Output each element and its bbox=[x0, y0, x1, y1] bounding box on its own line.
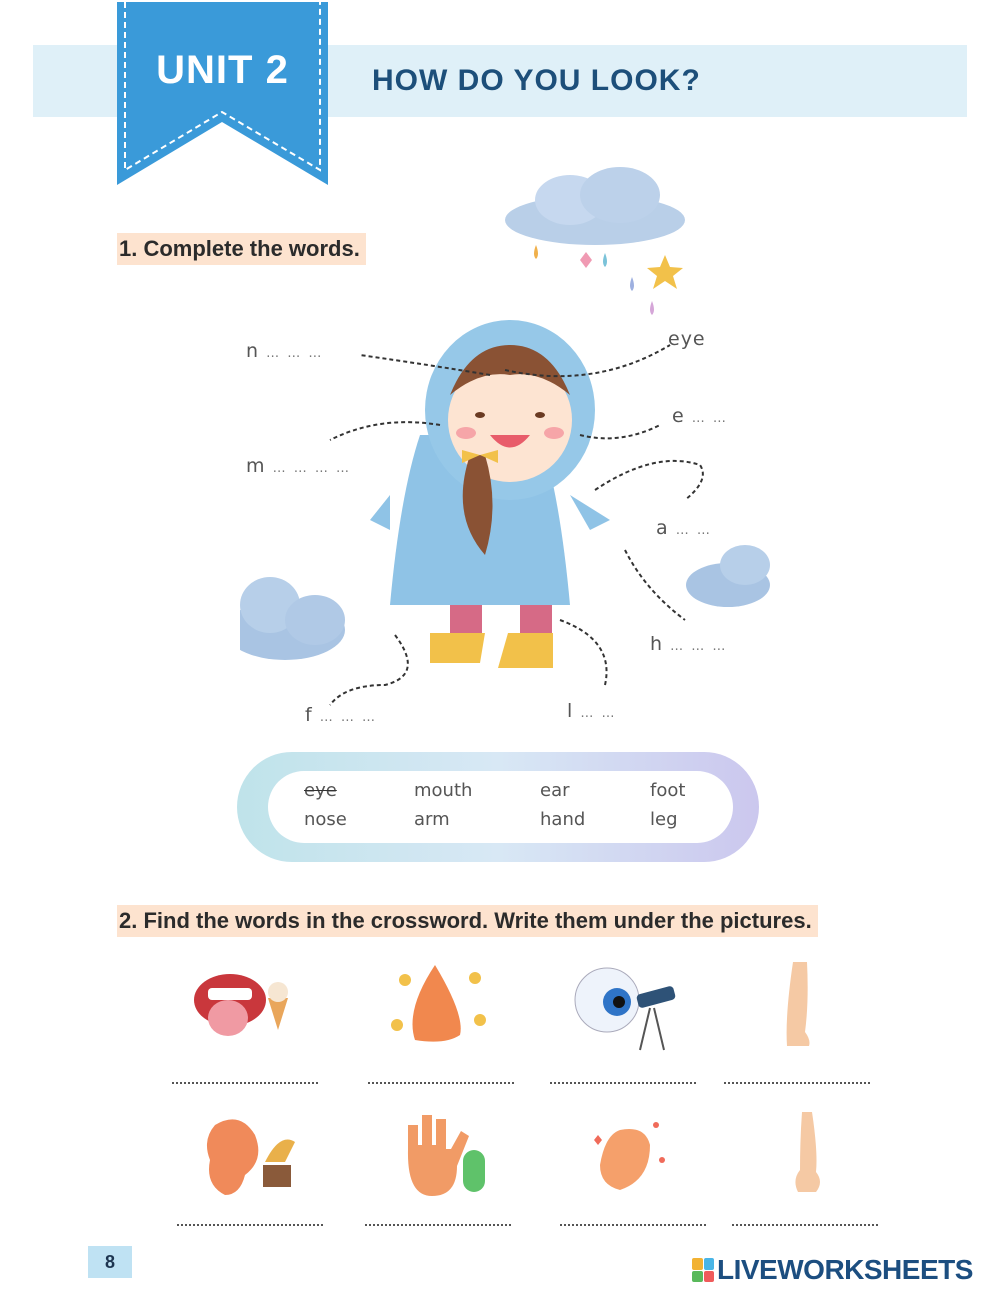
ear-picture-icon bbox=[195, 1110, 305, 1205]
section-2-title: 2. Find the words in the crossword. Write them under the pictures. bbox=[117, 905, 818, 937]
word-bank-item: ear bbox=[540, 780, 570, 801]
foot-picture-icon bbox=[570, 1110, 680, 1205]
word-bank-item: nose bbox=[304, 809, 347, 830]
liveworksheets-logo-icon bbox=[692, 1258, 714, 1282]
hand-picture-icon bbox=[388, 1110, 498, 1205]
hint-arm[interactable]: a … … bbox=[656, 517, 712, 539]
hint-nose[interactable]: n … … … bbox=[246, 340, 324, 362]
answer-line-hand[interactable] bbox=[365, 1224, 511, 1226]
eye-picture-icon bbox=[572, 960, 682, 1055]
word-bank-item-struck: eye bbox=[304, 780, 337, 801]
hint-eye: eye bbox=[668, 328, 706, 350]
page-number: 8 bbox=[88, 1246, 132, 1278]
hint-hand[interactable]: h … … … bbox=[650, 633, 728, 655]
mouth-picture-icon bbox=[190, 960, 300, 1055]
answer-line-arm[interactable] bbox=[732, 1224, 878, 1226]
answer-line-mouth[interactable] bbox=[172, 1082, 318, 1084]
answer-line-leg[interactable] bbox=[724, 1082, 870, 1084]
section-1-title: 1. Complete the words. bbox=[117, 233, 366, 265]
word-bank-item: arm bbox=[414, 809, 450, 830]
hint-leg[interactable]: l … … bbox=[567, 700, 617, 722]
word-bank-item: leg bbox=[650, 809, 678, 830]
unit-label: UNIT 2 bbox=[156, 48, 289, 92]
page-title: HOW DO YOU LOOK? bbox=[372, 64, 701, 97]
hint-ear[interactable]: e … … bbox=[672, 405, 728, 427]
answer-line-eye[interactable] bbox=[550, 1082, 696, 1084]
word-bank-item: foot bbox=[650, 780, 686, 801]
word-bank-item: mouth bbox=[414, 780, 473, 801]
answer-line-foot[interactable] bbox=[560, 1224, 706, 1226]
nose-picture-icon bbox=[385, 960, 495, 1055]
leg-picture-icon bbox=[745, 960, 855, 1055]
answer-line-nose[interactable] bbox=[368, 1082, 514, 1084]
word-bank-item: hand bbox=[540, 809, 586, 830]
rain-cloud-icon bbox=[505, 167, 685, 315]
hint-mouth[interactable]: m … … … … bbox=[246, 455, 351, 477]
unit-ribbon-flag bbox=[117, 2, 328, 185]
liveworksheets-logo-text: LIVEWORKSHEETS bbox=[717, 1254, 973, 1285]
arm-picture-icon bbox=[750, 1110, 860, 1205]
hint-foot[interactable]: f … … … bbox=[305, 704, 378, 726]
cloud-left-icon bbox=[240, 577, 345, 660]
liveworksheets-logo[interactable] bbox=[692, 1254, 988, 1286]
answer-line-ear[interactable] bbox=[177, 1224, 323, 1226]
cloud-right-icon bbox=[686, 545, 770, 607]
girl-icon bbox=[370, 320, 610, 668]
